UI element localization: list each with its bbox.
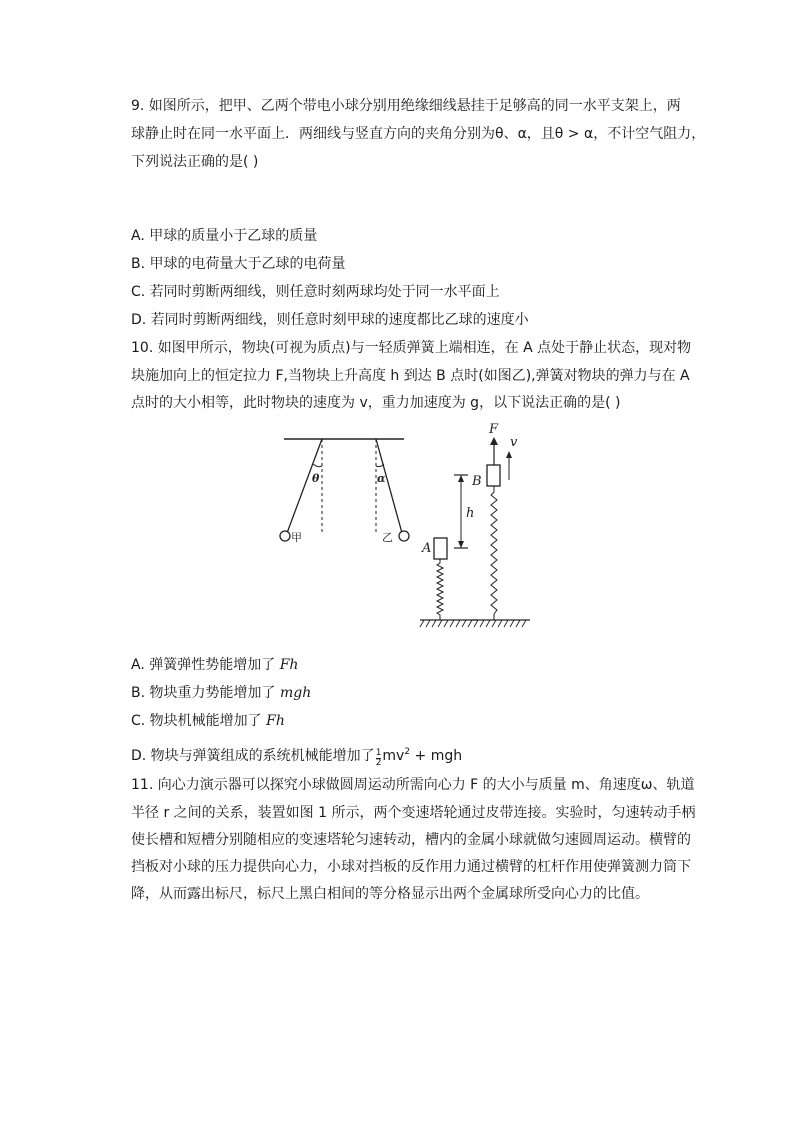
q11-stem-line-4: 挡板对小球的压力提供向心力，小球对挡板的反作用力通过横臂的杠杆作用使弹簧测力筒下 — [131, 859, 691, 875]
q10-option-d: D. 物块与弹簧组成的系统机械能增加了 $\frac{1}{2}$ $mv^2$ + mgh — [131, 747, 463, 768]
q10-option-c: C. 物块机械能增加了 Fh — [131, 713, 285, 729]
q9-option-d: D. 若同时剪断两细线，则任意时刻甲球的速度都比乙球的速度小 — [131, 312, 529, 328]
ball-yi — [399, 531, 409, 541]
block-b — [487, 465, 500, 486]
q9-stem-line-1: 9. 如图所示，把甲、乙两个带电小球分别用绝缘细线悬挂于足够高的同一水平支架上，两 — [131, 98, 681, 114]
yi-label: 乙 — [382, 531, 393, 544]
label-h: h — [466, 506, 475, 521]
block-a — [434, 538, 447, 559]
label-a: A — [422, 541, 432, 556]
q9-option-b: B. 甲球的电荷量大于乙球的电荷量 — [131, 256, 346, 272]
q9-option-c: C. 若同时剪断两细线，则任意时刻两球均处于同一水平面上 — [131, 284, 500, 300]
label-f: F — [489, 422, 499, 437]
label-v: v — [510, 435, 518, 450]
q11-stem-line-1: 11. 向心力演示器可以探究小球做圆周运动所需向心力 F 的大小与质量 m、角速度ω、轨道 — [131, 777, 695, 793]
alpha-label: α — [377, 472, 386, 485]
fraction-one-half: $\frac{1}{2}$ — [375, 748, 382, 768]
spring-block-figure — [418, 420, 533, 630]
q10-stem-line-1: 10. 如图甲所示，物块(可视为质点)与一轻质弹簧上端相连，在 A 点处于静止状态，现对物 — [131, 340, 692, 356]
pendulum-figure — [276, 430, 416, 550]
q10-option-b: B. 物块重力势能增加了 mgh — [131, 685, 312, 701]
jia-label: 甲 — [291, 531, 302, 544]
q10-stem-line-2: 块施加向上的恒定拉力 F,当物块上升高度 h 到达 B 点时(如图乙),弹簧对物块的弹力与在 A — [131, 368, 690, 384]
q9-stem-line-3: 下列说法正确的是( ) — [131, 154, 259, 170]
q11-stem-line-3: 使长槽和短槽分别随相应的变速塔轮匀速转动，槽内的金属小球就做匀速圆周运动。横臂的 — [131, 832, 691, 848]
q9-option-a: A. 甲球的质量小于乙球的质量 — [131, 228, 318, 244]
q11-stem-line-2: 半径 r 之间的关系，装置如图 1 所示，两个变速塔轮通过皮带连接。实验时，匀速转动手柄 — [131, 805, 696, 821]
theta-label: θ — [312, 472, 320, 485]
q10-stem-line-3: 点时的大小相等，此时物块的速度为 v，重力加速度为 g，以下说法正确的是( ) — [131, 395, 621, 411]
q10-option-a: A. 弹簧弹性势能增加了 Fh — [131, 657, 299, 673]
q11-stem-line-5: 降，从而露出标尺，标尺上黑白相间的等分格显示出两个金属球所受向心力的比值。 — [131, 886, 649, 902]
ball-jia — [280, 531, 290, 541]
q9-stem-line-2: 球静止时在同一水平面上．两细线与竖直方向的夹角分别为θ、α，且θ > α，不计空气阻力， — [131, 126, 706, 142]
label-b: B — [472, 474, 482, 489]
